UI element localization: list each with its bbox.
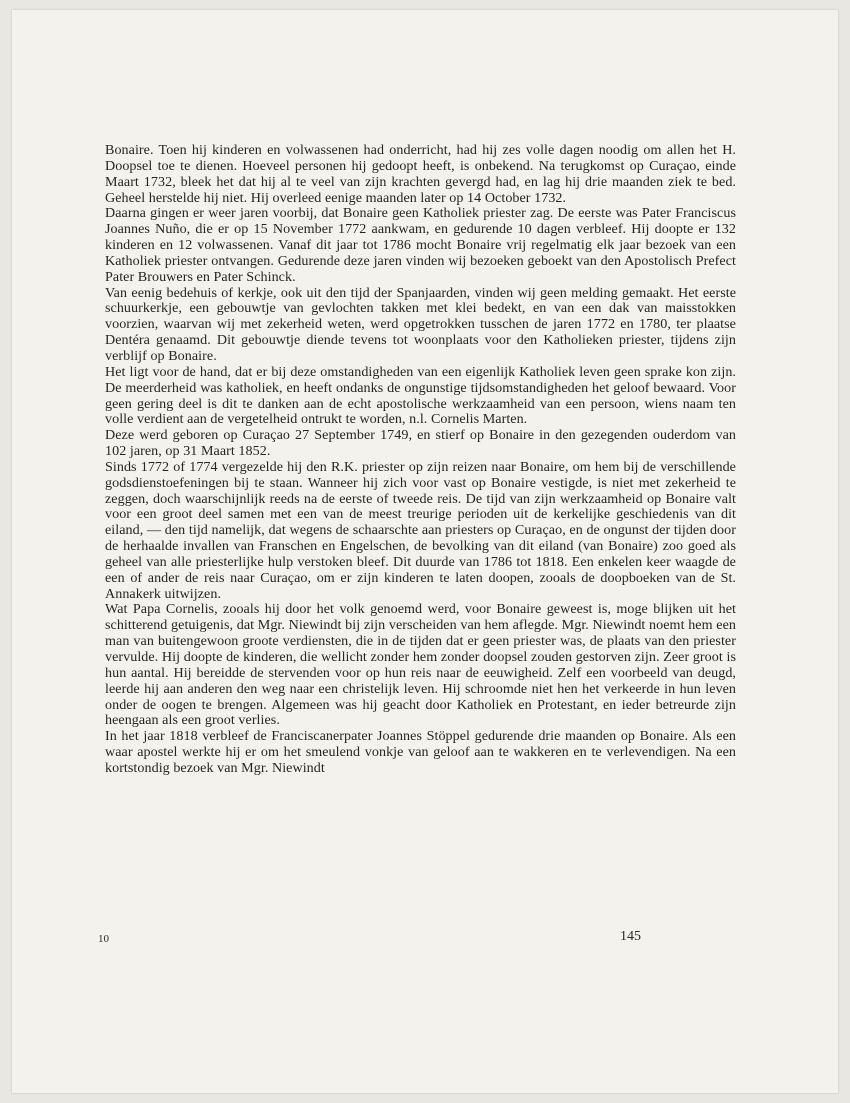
paragraph-3: Van eenig bedehuis of kerkje, ook uit den tijd der Spanjaarden, vinden wij geen melding gemaakt. Het eerste schuurkerkje, een gebouwtje van gevlochten takken met klei bedekt, en van een dak van maisstokken voorzien, waarvan wij met zekerheid weten, werd opgetrokken tusschen de jaren 1772 en 1780, ter plaatse Dentéra genaamd. Dit gebouwtje diende tevens tot woonplaats voor den Katholieken priester, tijdens zijn verblijf op Bonaire. xyxy=(105,284,736,364)
paragraph-2: Daarna gingen er weer jaren voorbij, dat Bonaire geen Katholiek priester zag. De eerste was Pater Franciscus Joannes Nuño, die er op 15 November 1772 aankwam, en gedurende 10 dagen verbleef. Hij doopte er 132 kinderen en 12 volwassenen. Vanaf dit jaar tot 1786 mocht Bonaire vrij regelmatig elk jaar bezoek van een Katholiek priester ontvangen. Gedurende deze jaren vinden wij bezoeken geboekt van den Apostolisch Prefect Pater Brouwers en Pater Schinck. xyxy=(105,205,736,285)
signature-mark: 10 xyxy=(98,933,109,945)
paragraph-4: Het ligt voor de hand, dat er bij deze omstandigheden van een eigenlijk Katholiek leven geen sprake kon zijn. De meerderheid was katholiek, en heeft ondanks de ongunstige tijdsomstandigheden het geloof bewaard. Voor geen gering deel is dit te danken aan de echt apostolische werkzaamheid van een persoon, wiens naam ten volle verdient aan de vergetelheid ontrukt te worden, n.l. Cornelis Marten. xyxy=(105,363,736,428)
paragraph-8: In het jaar 1818 verbleef de Franciscanerpater Joannes Stöppel gedurende drie maanden op Bonaire. Als een waar apostel werkte hij er om het smeulend vonkje van geloof aan te wakkeren en te verlevendigen. Na een kortstondig bezoek van Mgr. Niewindt xyxy=(105,728,736,776)
paragraph-6: Sinds 1772 of 1774 vergezelde hij den R.K. priester op zijn reizen naar Bonaire, om hem bij de verschillende godsdienstoefeningen bij te staan. Wanneer hij zich voor vast op Bonaire vestigde, is niet met zekerheid te zeggen, doch waarschijnlijk reeds na de eerste of tweede reis. De tijd van zijn werkzaamheid op Bonaire valt voor een groot deel samen met een van de meest treurige perioden uit de kerkelijke geschiedenis van dit eiland, — den tijd namelijk, dat wegens de schaarschte aan priesters op Curaçao, en de ongunst der tijden door de herhaalde invallen van Franschen en Engelschen, de bevolking van dit eiland (van Bonaire) zoo goed als geheel van alle priesterlijke hulp verstoken bleef. Dit duurde van 1786 tot 1818. Een enkelen keer waagde de een of ander de reis naar Curaçao, om er zijn kinderen te laten doopen, zooals de doopboeken van de St. Annakerk uitwijzen. xyxy=(105,458,736,602)
paragraph-5: Deze werd geboren op Curaçao 27 September 1749, en stierf op Bonaire in den gezegenden ouderdom van 102 jaren, op 31 Maart 1852. xyxy=(105,427,736,460)
paragraph-7: Wat Papa Cornelis, zooals hij door het volk genoemd werd, voor Bonaire geweest is, moge blijken uit het schitterend getuigenis, dat Mgr. Niewindt bij zijn verscheiden van hem aflegde. Mgr. Niewindt noemt hem een man van buitengewoon groote verdiensten, die in de tijden dat er geen priester was, de plaats van den priester vervulde. Hij doopte de kinderen, die wellicht zonder hem zonder doopsel zouden gestorven zijn. Zeer groot is hun aantal. Hij bereidde de stervenden voor op hun reis naar de eeuwigheid. Zelf een voorbeeld van deugd, leerde hij aan anderen den weg naar een christelijk leven. Hij schroomde niet hen het verkeerde in hun leven onder de oogen te brengen. Algemeen was hij geacht door Katholiek en Protestant, en ieder betreurde zijn heengaan als een groot verlies. xyxy=(105,601,736,729)
page-number: 145 xyxy=(620,929,641,944)
paragraph-1: Bonaire. Toen hij kinderen en volwassenen had onderricht, had hij zes volle dagen noodig om allen het H. Doopsel toe te dienen. Hoeveel personen hij gedoopt heeft, is onbekend. Na terugkomst op Curaçao, einde Maart 1732, bleek het dat hij al te veel van zijn krachten gevergd had, en lag hij drie maanden ziek te bed. Geheel herstelde hij niet. Hij overleed eenige maanden later op 14 October 1732. xyxy=(105,142,736,206)
body-text xyxy=(105,143,736,777)
book-page xyxy=(12,10,838,1093)
